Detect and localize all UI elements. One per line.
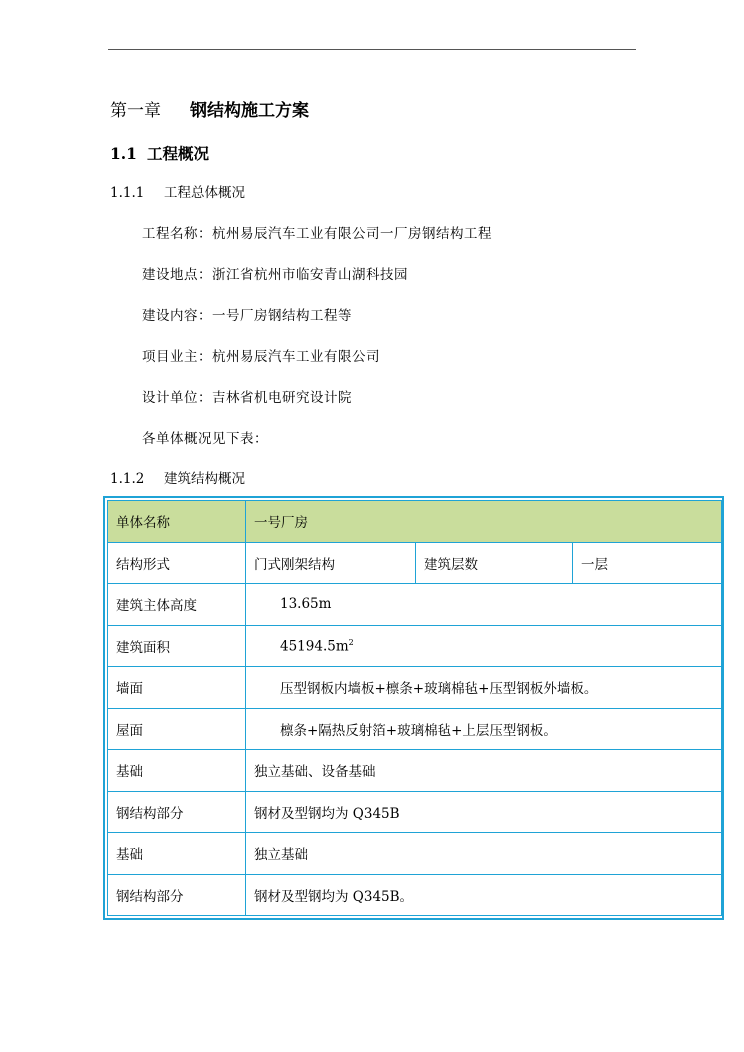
header-rule xyxy=(108,49,636,50)
info-value: 浙江省杭州市临安青山湖科技园 xyxy=(212,267,408,283)
info-line-project-name xyxy=(142,222,492,242)
row-label: 墙面 xyxy=(108,667,246,709)
row-value: 门式刚架结构 xyxy=(246,542,416,584)
area-unit-superscript: 2 xyxy=(348,637,354,647)
section-number: 1.1 xyxy=(110,144,137,163)
table-row xyxy=(108,501,722,543)
table-row xyxy=(108,584,722,626)
row-label: 单体名称 xyxy=(108,501,246,543)
row-label: 钢结构部分 xyxy=(108,791,246,833)
row-label: 建筑主体高度 xyxy=(108,584,246,626)
row-value: 一号厂房 xyxy=(246,501,722,543)
info-line-content xyxy=(142,304,352,324)
subsection-heading-2 xyxy=(110,467,245,487)
chapter-title: 钢结构施工方案 xyxy=(190,101,309,121)
floors-value: 一层 xyxy=(573,542,722,584)
row-value: 钢材及型钢均为 Q345B xyxy=(246,791,722,833)
area-value: 45194.5m xyxy=(280,638,349,654)
table-row xyxy=(108,833,722,875)
table-row xyxy=(108,625,722,667)
row-value: 独立基础、设备基础 xyxy=(246,750,722,792)
info-line-owner xyxy=(142,345,380,365)
row-label: 结构形式 xyxy=(108,542,246,584)
chapter-heading xyxy=(110,96,309,121)
table-row xyxy=(108,750,722,792)
building-overview-table xyxy=(103,496,724,920)
row-label: 基础 xyxy=(108,833,246,875)
row-value: 檩条+隔热反射箔+玻璃棉毡+上层压型钢板。 xyxy=(246,708,722,750)
info-line-designer xyxy=(142,386,352,406)
table-row xyxy=(108,791,722,833)
info-label: 项目业主： xyxy=(142,349,212,365)
row-value: 13.65m xyxy=(246,584,722,626)
row-label: 基础 xyxy=(108,750,246,792)
info-value: 一号厂房钢结构工程等 xyxy=(212,308,352,324)
info-line-location xyxy=(142,263,408,283)
section-heading xyxy=(110,142,209,164)
floors-label: 建筑层数 xyxy=(416,542,573,584)
row-label: 屋面 xyxy=(108,708,246,750)
subsection-heading-1 xyxy=(110,181,245,201)
info-label: 工程名称： xyxy=(142,226,212,242)
subsection-title: 工程总体概况 xyxy=(164,185,245,201)
table-row xyxy=(108,667,722,709)
table-intro-note: 各单体概况见下表： xyxy=(142,431,268,447)
row-label: 钢结构部分 xyxy=(108,874,246,916)
info-label: 建设内容： xyxy=(142,308,212,324)
subsection-number: 1.1.1 xyxy=(110,185,145,201)
info-label: 设计单位： xyxy=(142,390,212,406)
row-label: 建筑面积 xyxy=(108,625,246,667)
info-value: 杭州易辰汽车工业有限公司 xyxy=(212,349,380,365)
table-row xyxy=(108,542,722,584)
subsection-number: 1.1.2 xyxy=(110,471,145,487)
chapter-number: 第一章 xyxy=(110,101,161,121)
row-value: 钢材及型钢均为 Q345B。 xyxy=(246,874,722,916)
row-value: 压型钢板内墙板+檩条+玻璃棉毡+压型钢板外墙板。 xyxy=(246,667,722,709)
section-title: 工程概况 xyxy=(146,144,209,163)
table-row xyxy=(108,708,722,750)
row-value: 独立基础 xyxy=(246,833,722,875)
info-label: 建设地点： xyxy=(142,267,212,283)
table-row xyxy=(108,874,722,916)
subsection-title: 建筑结构概况 xyxy=(164,471,245,487)
info-value: 吉林省机电研究设计院 xyxy=(212,390,352,406)
row-value xyxy=(246,625,722,667)
info-value: 杭州易辰汽车工业有限公司一厂房钢结构工程 xyxy=(212,226,492,242)
